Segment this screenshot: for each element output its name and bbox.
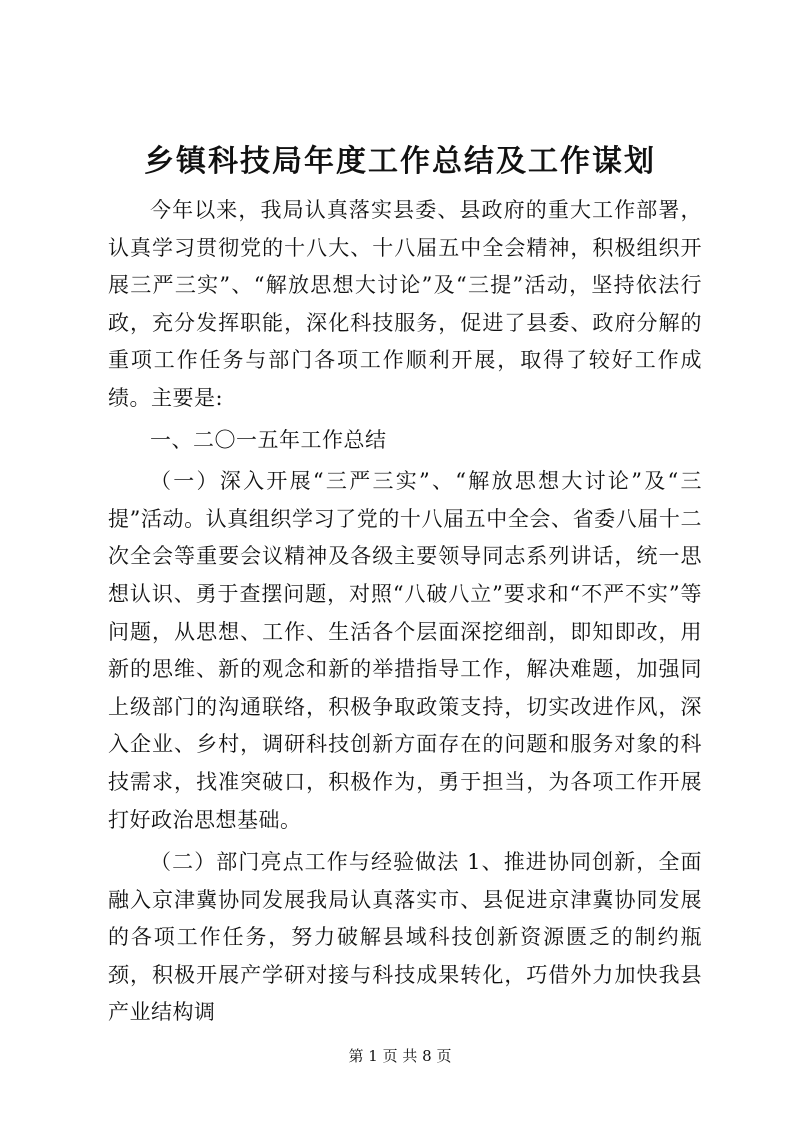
- section-heading: 一、二〇一五年工作总结: [150, 427, 387, 452]
- page-footer: 第 1 页 共 8 页: [348, 1047, 452, 1065]
- body-paragraph: （一）深入开展“三严三实”、“解放思想大讨论”及“三提”活动。认真组织学习了党的十八届五中全会、省委八届十二次全会等重要会议精神及各级主要领导同志系列讲话，统一思想认识、勇于查摆问题，对照“八破八立”要求和“不严不实”等问题，从思想、工作、生活各个层面深挖细剖，即知即改，用新的思维、新的观念和新的举措指导工作，解决难题，加强同上级部门的沟通联络，积极争取政策支持，切实改进作风，深入企业、乡村，调研科技创新方面存在的问题和服务对象的科技需求，找准突破口，积极作为，勇于担当，为各项工作开展打好政治思想基础。: [108, 469, 702, 832]
- document-title: 乡镇科技局年度工作总结及工作谋划: [144, 144, 656, 179]
- body-paragraph: （二）部门亮点工作与经验做法 1、推进协同创新，全面融入京津冀协同发展我局认真落实市、县促进京津冀协同发展的各项工作任务，努力破解县域科技创新资源匮乏的制约瓶颈，积极开展产学研对接与科技成果转化，巧借外力加快我县产业结构调: [108, 850, 702, 1025]
- intro-paragraph: 今年以来，我局认真落实县委、县政府的重大工作部署，认真学习贯彻党的十八大、十八届五中全会精神，积极组织开展三严三实”、“解放思想大讨论”及“三提”活动，坚持依法行政，充分发挥职能，深化科技服务，促进了县委、政府分解的重项工作任务与部门各项工作顺利开展，取得了较好工作成绩。主要是:: [108, 198, 702, 410]
- document-body: [108, 192, 702, 1032]
